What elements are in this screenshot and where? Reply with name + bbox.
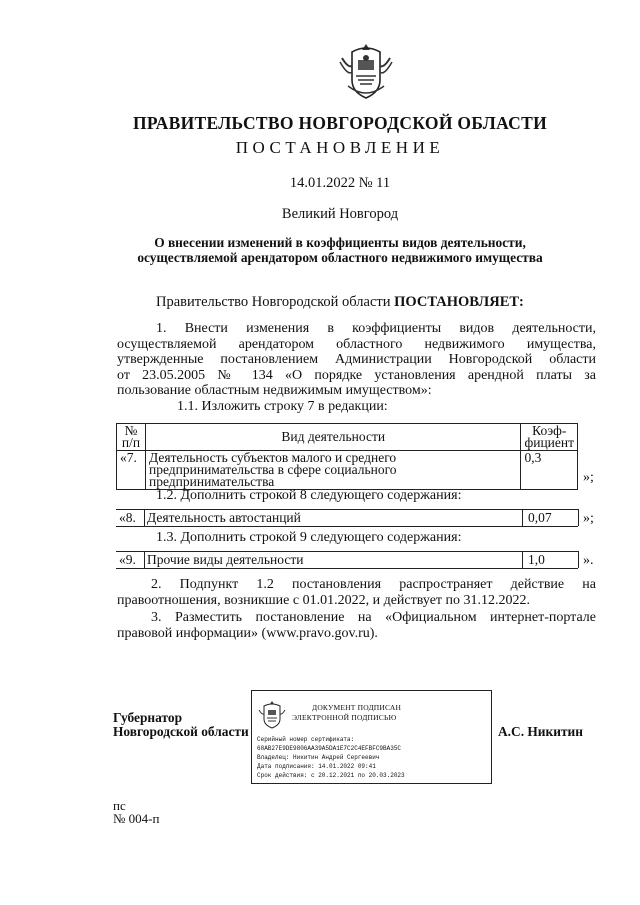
row-8-activity: Деятельность автостанций [147, 510, 301, 525]
row-coefficient: 0,3 [521, 451, 578, 490]
item-1-3: 1.3. Дополнить строкой 9 следующего содержания: [156, 530, 462, 545]
stamp-details [257, 735, 405, 780]
stamp-heading-line-1: ДОКУМЕНТ ПОДПИСАН [312, 703, 402, 712]
table-row-7 [116, 423, 578, 490]
signatory-name: А.С. Никитин [498, 724, 583, 739]
item-3 [117, 610, 596, 641]
item-1-line: осуществляемой арендатором областного недвижимого имущества, [117, 336, 596, 352]
footer-reference [113, 799, 159, 825]
item-3-line: 3. Разместить постановление на «Официальном интернет-портале [151, 610, 596, 625]
row-9-activity: Прочие виды деятельности [147, 552, 304, 567]
row-8-closing: »; [583, 511, 594, 526]
validity-period: Срок действия: с 20.12.2021 по 20.03.2023 [257, 772, 405, 779]
coat-of-arms-icon [338, 42, 394, 102]
table-header [117, 424, 578, 451]
date-number: 14.01.2022 № 11 [289, 175, 391, 191]
signatory-title-line-2: Новгородской области [113, 724, 249, 739]
item-1-line: 1. Внести изменения в коэффициенты видов деятельности, [156, 321, 596, 336]
row-9 [116, 551, 578, 569]
cert-serial: 68AB27E9DE9806AA39A5DA1E7C2C4EFBFC9BA35C [257, 745, 402, 752]
signatory-title [113, 711, 249, 739]
document-subject [20, 235, 640, 265]
item-1-1: 1.1. Изложить строку 7 в редакции: [177, 398, 388, 414]
row-9-closing: ». [583, 553, 594, 568]
footer-line-1: пс [113, 798, 126, 813]
item-1-line: от 23.05.2005 № 134 «О порядке установления арендной платы за [117, 367, 596, 383]
table-row [117, 451, 578, 490]
cert-owner: Владелец: Никитин Андрей Сергеевич [257, 754, 380, 761]
stamp-heading-line-2: ЭЛЕКТРОННОЙ ПОДПИСЬЮ [292, 713, 397, 722]
row-9-coefficient: 1,0 [528, 552, 545, 567]
item-1 [117, 321, 596, 415]
stamp-heading [292, 703, 401, 723]
signing-date: Дата подписания: 14.01.2022 09:41 [257, 763, 376, 770]
cert-label: Серийный номер сертификата: [257, 736, 355, 743]
item-1-2: 1.2. Дополнить строкой 8 следующего содержания: [156, 488, 462, 503]
row-8-coefficient: 0,07 [528, 510, 552, 525]
header-activity: Вид деятельности [146, 424, 521, 451]
item-2-line: 2. Подпункт 1.2 постановления распространяет действие на [151, 577, 596, 592]
row-number: «7. [117, 451, 146, 490]
signatory-title-line-1: Губернатор [113, 710, 183, 725]
item-1-line: утвержденные постановлением Администрации Новгородской области [117, 352, 596, 368]
row-7-closing: »; [583, 470, 594, 485]
item-2 [117, 577, 596, 608]
row-9-number: «9. [119, 552, 136, 567]
subject-line-2: осуществляемой арендатором областного недвижимого имущества [137, 250, 543, 265]
item-2-line: правоотношения, возникшие с 01.01.2022, и действует по 31.12.2022. [117, 592, 531, 608]
city: Великий Новгород [281, 206, 399, 222]
stamp-emblem-icon [258, 700, 286, 730]
intro-decree-word: ПОСТАНОВЛЯЕТ: [394, 294, 524, 310]
subject-line-1: О внесении изменений в коэффициенты видов деятельности, [154, 235, 526, 250]
document-type: ПОСТАНОВЛЕНИЕ [235, 138, 445, 157]
footer-line-2: № 004-п [113, 811, 160, 826]
header-number: № п/п [117, 424, 146, 451]
row-8 [116, 509, 578, 527]
header-coefficient: Коэф-фициент [521, 424, 578, 451]
row-activity: Деятельность субъектов малого и среднего предпринимательства в сфере социального предпринимательства [146, 451, 521, 490]
government-title: ПРАВИТЕЛЬСТВО НОВГОРОДСКОЙ ОБЛАСТИ [133, 113, 547, 133]
electronic-signature-stamp [251, 690, 492, 784]
row-8-number: «8. [119, 510, 136, 525]
intro-text: Правительство Новгородской области [156, 294, 395, 310]
intro-paragraph [156, 294, 524, 311]
item-1-line: пользование областным недвижимым имуществом»: [117, 383, 432, 399]
item-3-line: правовой информации» (www.pravo.gov.ru). [117, 625, 378, 641]
